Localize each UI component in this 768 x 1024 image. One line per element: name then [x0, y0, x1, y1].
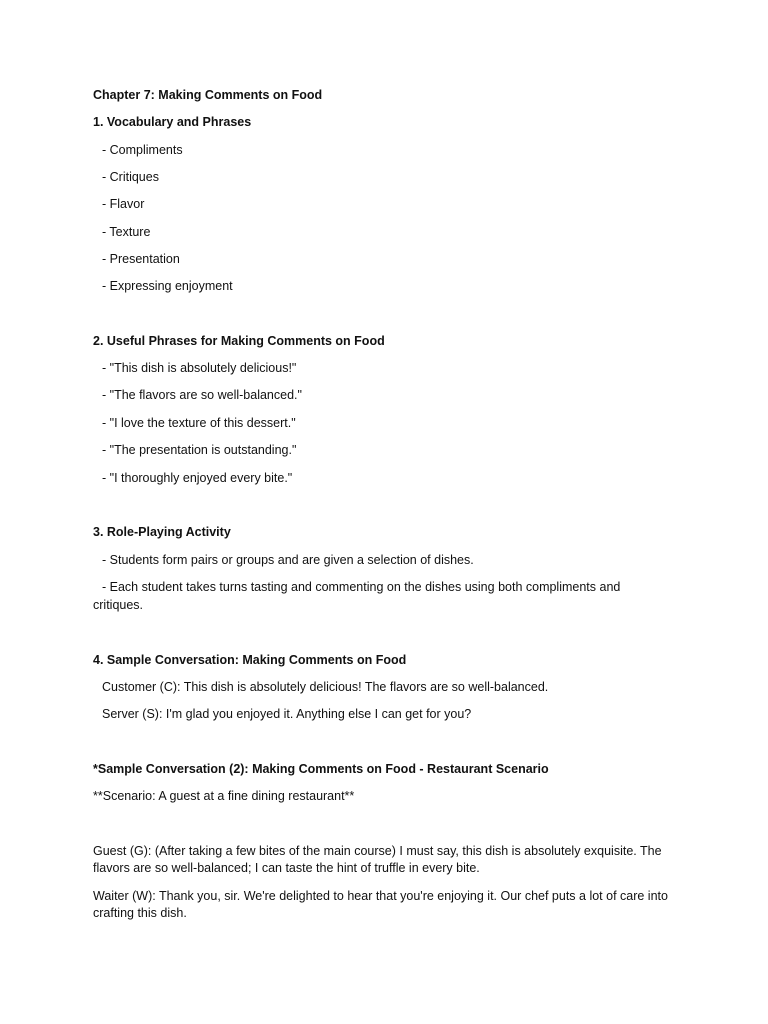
section-5-heading: *Sample Conversation (2): Making Comments on Food - Restaurant Scenario [93, 762, 549, 776]
vocab-item: - Presentation [102, 252, 180, 266]
phrase-item: - "I love the texture of this dessert." [102, 416, 296, 430]
chapter-title: Chapter 7: Making Comments on Food [93, 88, 323, 102]
customer-line: Customer (C): This dish is absolutely delicious! The flavors are so well-balanced. [102, 680, 549, 694]
phrase-item: - "This dish is absolutely delicious!" [102, 361, 297, 375]
section-2-heading: 2. Useful Phrases for Making Comments on Food [93, 334, 385, 348]
section-4-heading: 4. Sample Conversation: Making Comments on Food [93, 653, 407, 667]
phrase-item: - "The flavors are so well-balanced." [102, 388, 302, 402]
vocab-item: - Critiques [102, 170, 159, 184]
vocab-item: - Texture [102, 225, 151, 239]
phrase-item: - "I thoroughly enjoyed every bite." [102, 471, 293, 485]
activity-item: - Each student takes turns tasting and commenting on the dishes using both compliments and [102, 580, 621, 594]
section-3-heading: 3. Role-Playing Activity [93, 525, 231, 539]
waiter-line: Waiter (W): Thank you, sir. We're delighted to hear that you're enjoying it. Our chef puts a lot of care into crafting this dish. [93, 889, 668, 920]
vocab-item: - Expressing enjoyment [102, 279, 233, 293]
server-line: Server (S): I'm glad you enjoyed it. Anything else I can get for you? [102, 707, 472, 721]
scenario-line: **Scenario: A guest at a fine dining restaurant** [93, 789, 355, 803]
phrase-item: - "The presentation is outstanding." [102, 443, 297, 457]
vocab-item: - Compliments [102, 143, 183, 157]
guest-line: Guest (G): (After taking a few bites of the main course) I must say, this dish is absolutely exquisite. The flavors are so well-balanced; I can taste the hint of truffle in every bite. [93, 844, 662, 875]
section-1-heading: 1. Vocabulary and Phrases [93, 115, 252, 129]
activity-item-continuation: critiques. [93, 598, 144, 612]
activity-item: - Students form pairs or groups and are given a selection of dishes. [102, 553, 474, 567]
vocab-item: - Flavor [102, 197, 145, 211]
